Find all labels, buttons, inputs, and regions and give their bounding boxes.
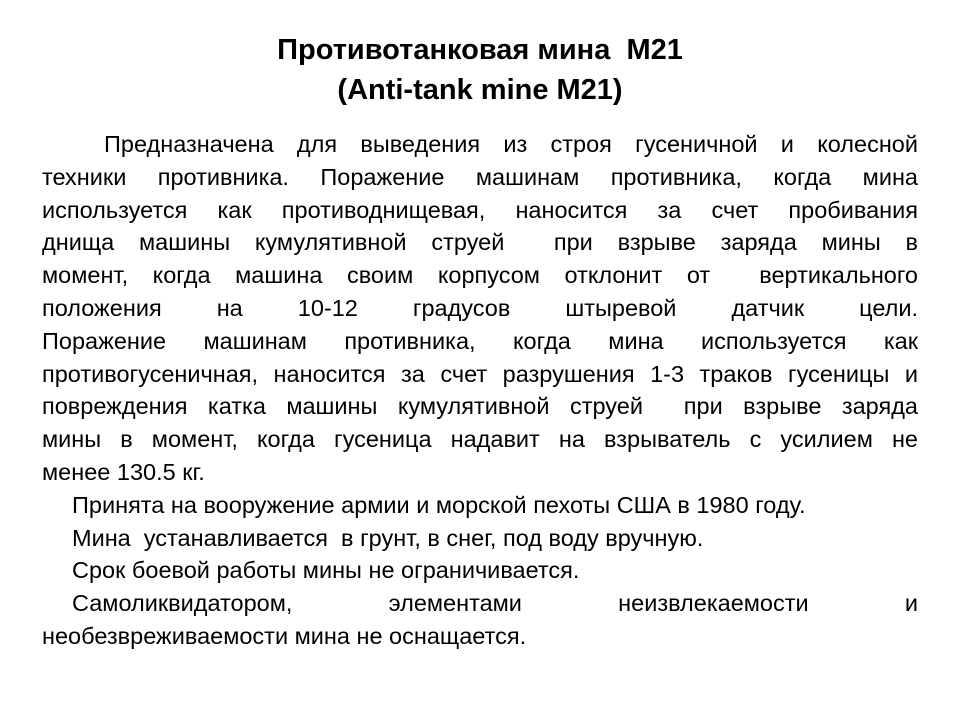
text-line: повреждения катка машины кумулятивной струей при взрыве заряда (42, 393, 918, 420)
slide-title (40, 30, 920, 110)
paragraph-adoption (42, 489, 918, 522)
text-line: днища машины кумулятивной струей при взрыве заряда мины в (42, 229, 918, 256)
text-line: менее 130.5 кг. (42, 458, 205, 485)
paragraph-purpose (42, 128, 918, 489)
text-line: момент, когда машина своим корпусом отклонит от вертикального (42, 262, 918, 289)
text-line: Срок боевой работы мины не ограничивается. (72, 557, 580, 584)
slide-body (42, 128, 918, 653)
text-line: Мина устанавливается в грунт, в снег, под воду вручную. (72, 524, 704, 551)
title-english: (Anti-tank mine M21) (337, 74, 623, 106)
paragraph-service-life (42, 554, 918, 587)
title-russian: Противотанковая мина М21 (277, 34, 683, 66)
text-line: положения на 10-12 градусов штыревой датчик цели. (42, 294, 918, 321)
text-line: Предназначена для выведения из строя гусеничной и колесной (104, 131, 918, 157)
paragraph-installation (42, 522, 918, 555)
text-line: техники противника. Поражение машинам противника, когда мина (42, 163, 918, 190)
text-line: необезвреживаемости мина не оснащается. (42, 622, 527, 649)
text-line: противогусеничная, наносится за счет разрушения 1-3 траков гусеницы и (42, 360, 918, 387)
text-line: Поражение машинам противника, когда мина используется как (42, 327, 918, 354)
paragraph-equipment (42, 587, 918, 653)
text-line: используется как противоднищевая, наносится за счет пробивания (42, 196, 918, 223)
text-line: мины в момент, когда гусеница надавит на взрыватель с усилием не (42, 426, 918, 453)
text-line: Самоликвидатором, элементами неизвлекаемости и (72, 590, 918, 617)
text-line: Принята на вооружение армии и морской пехоты США в 1980 году. (72, 491, 806, 518)
